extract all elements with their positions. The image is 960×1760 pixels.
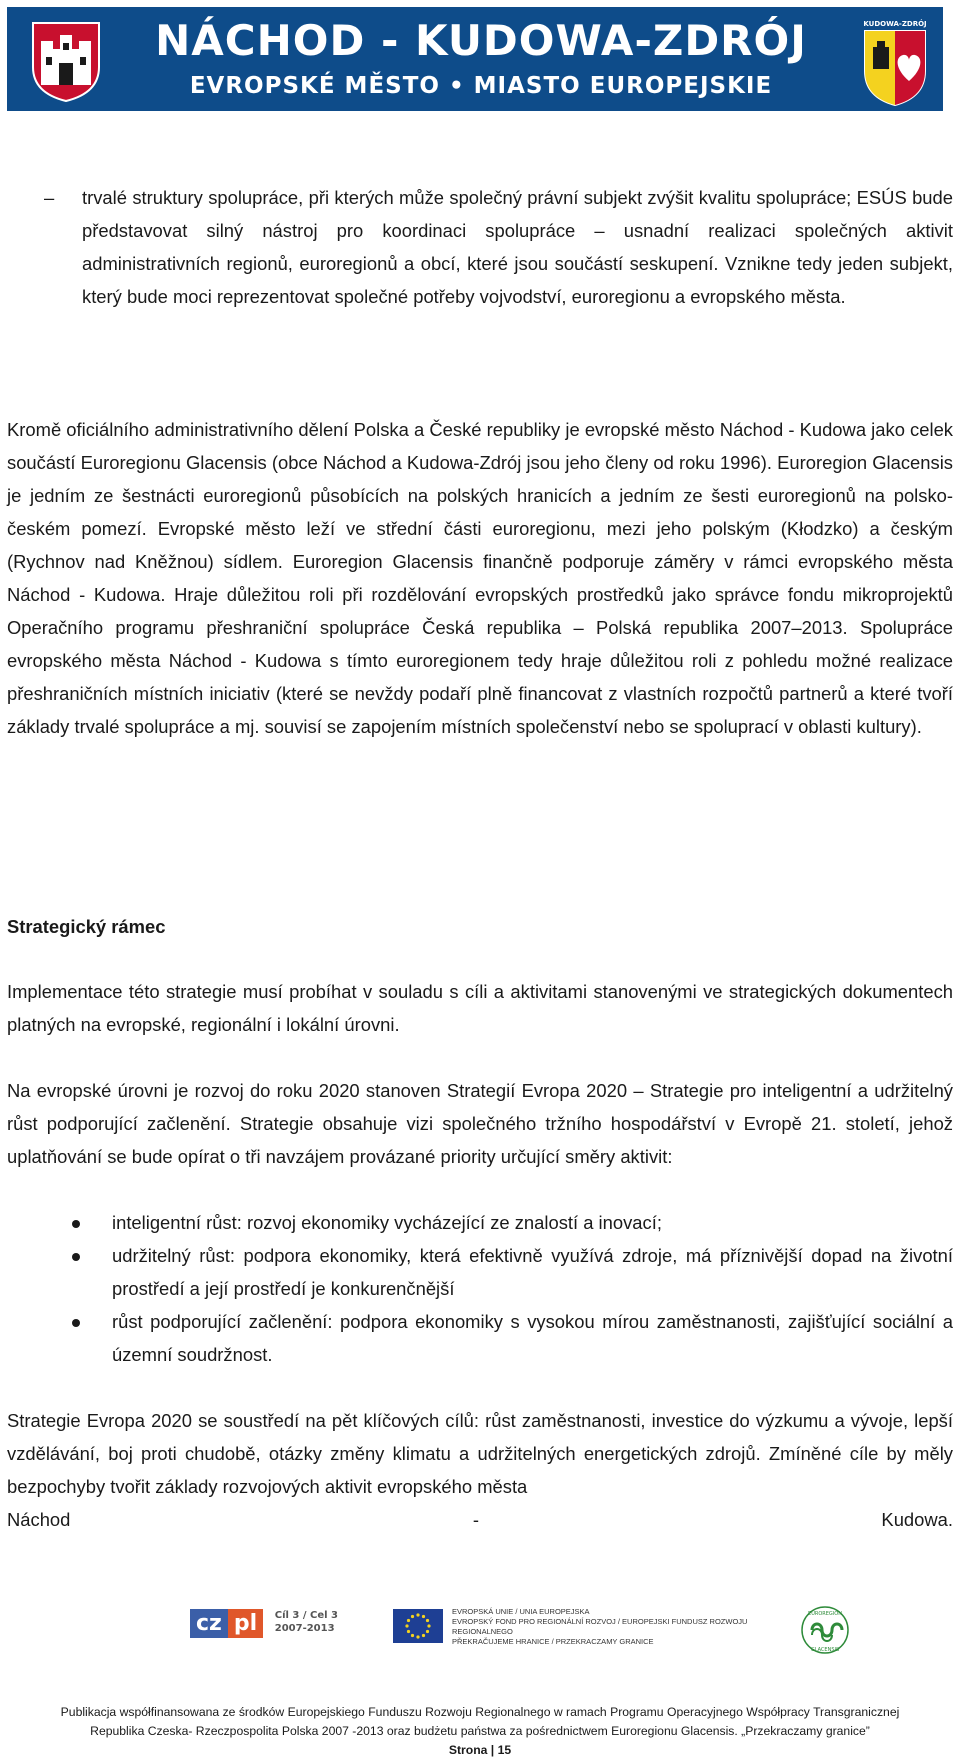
list-item xyxy=(0,1239,953,1305)
bullet-text: inteligentní růst: rozvoj ekonomiky vycházející ze znalostí a inovací; xyxy=(112,1212,662,1233)
euroregion-glacensis-logo-icon xyxy=(798,1605,852,1655)
bullet-icon xyxy=(72,1220,80,1228)
banner-subtitle: EVROPSKÉ MĚSTO • MIASTO EUROPEJSKIE xyxy=(189,73,773,99)
last-line-left: Náchod xyxy=(7,1509,71,1530)
list-item xyxy=(0,1305,953,1371)
page-number: Strona | 15 xyxy=(448,1743,512,1757)
eu-line-3: PŘEKRAČUJEME HRANICE / PRZEKRACZAMY GRANICE xyxy=(452,1637,654,1646)
eu-fund-text xyxy=(452,1607,752,1647)
glacensis-bottom-label: GLACENSIS xyxy=(810,1647,840,1653)
last-line-right: Kudowa. xyxy=(881,1509,953,1530)
crest-label: KUDOWA-ZDRÓJ xyxy=(863,20,927,28)
sponsor-logos xyxy=(190,1605,860,1655)
header-banner xyxy=(7,7,943,111)
bullet-text: růst podporující začlenění: podpora ekonomiky s vysokou mírou zaměstnanosti, zajišťující sociální a územní soudržnost. xyxy=(112,1311,953,1365)
kudowa-coat-of-arms-icon xyxy=(857,17,933,107)
cil-line-1: Cíl 3 / Cel 3 xyxy=(274,1610,338,1621)
eu-flag-icon xyxy=(393,1609,443,1643)
eu-line-2: EVROPSKÝ FOND PRO REGIONÁLNÍ ROZVOJ / EUROPEJSKI FUNDUSZ ROZWOJU REGIONALNEGO xyxy=(452,1617,748,1636)
paragraph-goals: Strategie Evropa 2020 se soustředí na pět klíčových cílů: růst zaměstnanosti, investice do výzkumu a vývoje, lepší vzdělávání, boj proti chudobě, otázky změny klimatu a udržitelných energetických zdrojů. Zmíněné cíle by měly bezpochyby tvořit základy rozvojových aktivit evropského města xyxy=(7,1410,953,1497)
list-item xyxy=(0,1206,953,1239)
paragraph-implementation: Implementace této strategie musí probíhat v souladu s cíli a aktivitami stanovenými ve strategických dokumentech platných na evropské, regionální i lokální úrovni. xyxy=(7,981,953,1035)
eu-line-1: EVROPSKÁ UNIE / UNIA EUROPEJSKA xyxy=(452,1607,590,1616)
cil-line-2: 2007-2013 xyxy=(274,1623,335,1634)
czpl-logo xyxy=(190,1609,338,1638)
footer-line-2: Republika Czeska- Rzeczpospolita Polska 2007 -2013 oraz budżetu państwa za pośrednictwem Euroregionu Glacensis. „Przekraczamy granice” xyxy=(90,1724,870,1738)
dash-marker: – xyxy=(44,187,55,208)
bullet-text: udržitelný růst: podpora ekonomiky, která efektivně využívá zdroje, má příznivější dopad na životní prostředí a její prostředí je konkurenčnější xyxy=(112,1245,953,1299)
glacensis-top-label: EUROREGION xyxy=(808,1611,842,1617)
last-line-middle: - xyxy=(472,1509,479,1530)
paragraph-europe-2020: Na evropské úrovni je rozvoj do roku 2020 stanoven Strategií Evropa 2020 – Strategie pro inteligentní a udržitelný růst podporující začlenění. Strategie obsahuje vizi společného tržního hospodářství v Evropě 21. století, jehož uplatňování se bude opírat o tři navzájem provázané priority určující směry aktivit: xyxy=(7,1080,953,1167)
banner-title: NÁCHOD - KUDOWA-ZDRÓJ xyxy=(155,16,807,65)
nachod-coat-of-arms-icon xyxy=(29,19,103,103)
bullet-icon xyxy=(72,1319,80,1327)
dash-list-item: trvalé struktury spolupráce, při kterých může společný právní subjekt zvýšit kvalitu spolupráce; ESÚS bude představovat silný nástroj pro koordinaci spolupráce – usnadní realizaci společných aktivit administrativních regionů, euroregionů a obcí, které jsou součástí seskupení. Vznikne tedy jeden subjekt, který bude moci reprezentovat společné potřeby vojvodství, euroregionu a evropského města. xyxy=(82,187,953,307)
cil-label xyxy=(275,1609,338,1635)
pl-mark: pl xyxy=(228,1609,263,1638)
paragraph-goals-last-line xyxy=(7,1503,953,1536)
paragraph-euroregion: Kromě oficiálního administrativního dělení Polska a České republiky je evropské město Náchod - Kudowa jako celek součástí Euroregionu Glacensis (obce Náchod a Kudowa-Zdrój jsou jeho členy od roku 1996). Euroregion Glacensis je jedním ze šestnácti euroregionů působících na polských hranicích a jedním ze šesti euroregionů na polsko-českém pomezí. Evropské město leží ve střední části euroregionu, mezi jeho polským (Kłodzko) a českým (Rychnov nad Kněžnou) sídlem. Euroregion Glacensis finančně podporuje záměry v rámci evropského města Náchod - Kudowa. Hraje důležitou roli při rozdělování evropských prostředků jako správce fondu mikroprojektů Operačního programu přeshraniční spolupráce Česká republika – Polská republika 2007–2013. Spolupráce evropského města Náchod - Kudowa s tímto euroregionem tedy hraje důležitou roli z pohledu možné realizace přeshraničních místních iniciativ (které se nevždy podaří plně financovat z vlastních rozpočtů partnerů a které tvoří základy trvalé spolupráce a mj. souvisí se zapojením místních společenství nebo se spoluprací v oblasti kultury). xyxy=(7,419,953,737)
footer-line-1: Publikacja współfinansowana ze środków Europejskiego Funduszu Rozwoju Regionalnego w ramach Programu Operacyjnego Współpracy Transgranicznej xyxy=(60,1705,900,1719)
priority-list xyxy=(0,1206,953,1371)
section-heading: Strategický rámec xyxy=(7,916,166,937)
bullet-icon xyxy=(72,1253,80,1261)
cz-mark: cz xyxy=(190,1609,228,1638)
